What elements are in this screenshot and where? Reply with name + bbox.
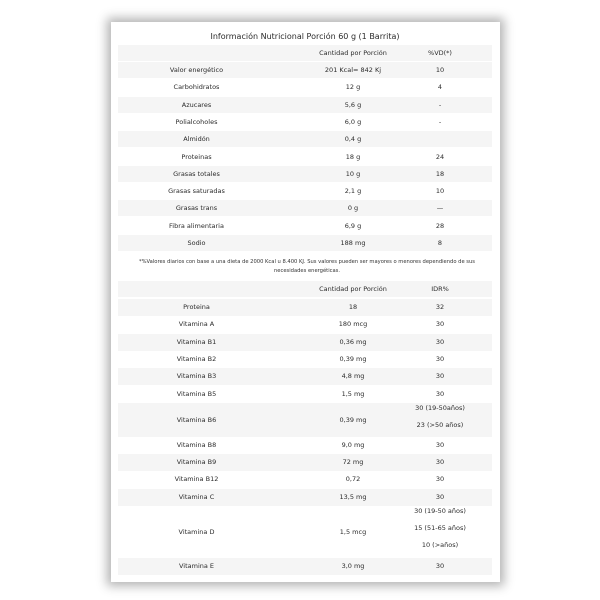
nutrient-vd: - xyxy=(438,117,442,126)
nutrient-amount: 5,6 g xyxy=(344,100,362,109)
vitamin-amount: 0,72 xyxy=(345,475,361,484)
vitamin-name: Vitamina B2 xyxy=(176,354,217,363)
vitamin-amount: 18 xyxy=(348,303,358,311)
idr-value: 30 xyxy=(435,372,445,381)
nutrient-name: Carbohidratos xyxy=(173,83,220,92)
vitamin-name: Vitamina D xyxy=(178,528,215,536)
vitamin-name: Proteina xyxy=(183,303,210,311)
nutrient-vd: 10 xyxy=(435,187,445,196)
idr-value: 23 (>50 años) xyxy=(416,420,464,429)
idr-value: 30 xyxy=(435,337,445,346)
nutrient-vd: 18 xyxy=(435,169,445,178)
vitamin-amount: 1,5 mg xyxy=(341,389,365,398)
idr-value: 30 xyxy=(435,389,445,398)
table-title: Información Nutricional Porción 60 g (1 Barrita) xyxy=(210,32,400,41)
nutrient-name: Almidón xyxy=(183,135,210,144)
vitamin-name: Vitamina A xyxy=(178,320,215,329)
vitamin-amount: 180 mcg xyxy=(338,320,368,329)
idr-value: 30 xyxy=(435,320,445,329)
nutrient-name: Proteinas xyxy=(181,152,212,161)
nutrient-amount: 6,9 g xyxy=(344,221,362,230)
nutrient-vd: 24 xyxy=(435,152,445,161)
vitamin-name: Vitamina E xyxy=(178,562,215,570)
vitamin-name: Vitamina B12 xyxy=(174,475,219,484)
vitamin-name: Vitamina B6 xyxy=(176,415,217,424)
idr-value: 32 xyxy=(435,303,445,311)
nutrient-amount: 0 g xyxy=(347,204,359,213)
daily-values-footnote: *%Valores diarios con base a una dieta de 2000 Kcal u 8.400 KJ. Sus valores pueden ser mayores o menores dependiendo de sus necesidades energéticas. xyxy=(139,259,475,274)
vitamin-name: Vitamina C xyxy=(178,492,215,501)
nutrient-amount: 12 g xyxy=(345,83,361,92)
nutrient-name: Grasas totales xyxy=(173,169,220,178)
vitamin-name: Vitamina B5 xyxy=(176,389,217,398)
nutrient-name: Polialcoholes xyxy=(175,117,218,126)
nutrient-name: Grasas trans xyxy=(175,204,218,213)
nutrient-amount: 0,4 g xyxy=(344,135,362,144)
vitamin-name: Vitamina B3 xyxy=(176,372,217,381)
nutrition-header-amount: Cantidad por Porción xyxy=(319,49,387,57)
nutrient-vd: 4 xyxy=(437,83,443,92)
nutrient-amount: 6,0 g xyxy=(344,117,362,126)
nutrient-amount: 188 mg xyxy=(340,239,366,247)
nutrient-name: Valor energético xyxy=(169,66,224,74)
nutrition-header-percent: %VD(*) xyxy=(428,49,452,57)
vitamin-amount: 72 mg xyxy=(342,458,364,467)
idr-value: 30 xyxy=(435,440,445,449)
nutrient-vd: — xyxy=(436,204,444,213)
vitamin-amount: 9,0 mg xyxy=(341,440,365,449)
vitamin-name: Vitamina B8 xyxy=(176,440,217,449)
vitamin-name: Vitamina B9 xyxy=(176,458,217,467)
nutrient-amount: 18 g xyxy=(345,152,361,161)
vitamin-amount: 1,5 mcg xyxy=(339,528,367,536)
nutrient-amount: 2,1 g xyxy=(344,187,362,196)
idr-value: 10 (>años) xyxy=(421,541,459,549)
idr-value: 30 xyxy=(435,562,445,570)
nutrient-name: Sodio xyxy=(187,239,206,247)
idr-value: 15 (51-65 años) xyxy=(414,524,466,532)
nutrition-table-document xyxy=(118,26,492,579)
nutrient-amount: 10 g xyxy=(345,169,361,178)
nutrient-vd: 8 xyxy=(437,239,443,247)
nutrient-vd: 28 xyxy=(435,221,445,230)
nutrient-name: Fibra alimentaria xyxy=(169,221,224,230)
idr-value: 30 xyxy=(435,492,445,501)
nutrient-name: Azucares xyxy=(181,100,212,109)
vitamins-header-percent: IDR% xyxy=(431,285,449,293)
nutrient-name: Grasas saturadas xyxy=(168,187,225,196)
vitamin-name: Vitamina B1 xyxy=(176,337,217,346)
idr-value: 30 (19-50 años) xyxy=(414,507,466,515)
idr-value: 30 xyxy=(435,354,445,363)
idr-value: 30 xyxy=(435,475,445,484)
vitamin-amount: 0,39 mg xyxy=(339,415,367,424)
vitamins-header-amount: Cantidad por Porción xyxy=(319,285,387,293)
nutrient-vd: 10 xyxy=(435,66,445,74)
vitamin-amount: 4,8 mg xyxy=(341,372,365,381)
vitamin-amount: 0,36 mg xyxy=(339,337,367,346)
idr-value: 30 (19-50años) xyxy=(415,403,465,412)
vitamin-amount: 13,5 mg xyxy=(339,492,367,501)
vitamin-amount: 0,39 mg xyxy=(339,354,367,363)
vitamin-amount: 3,0 mg xyxy=(341,562,365,570)
nutrient-amount: 201 Kcal= 842 Kj xyxy=(324,66,382,74)
idr-value: 30 xyxy=(435,458,445,467)
nutrient-vd: - xyxy=(438,100,442,109)
